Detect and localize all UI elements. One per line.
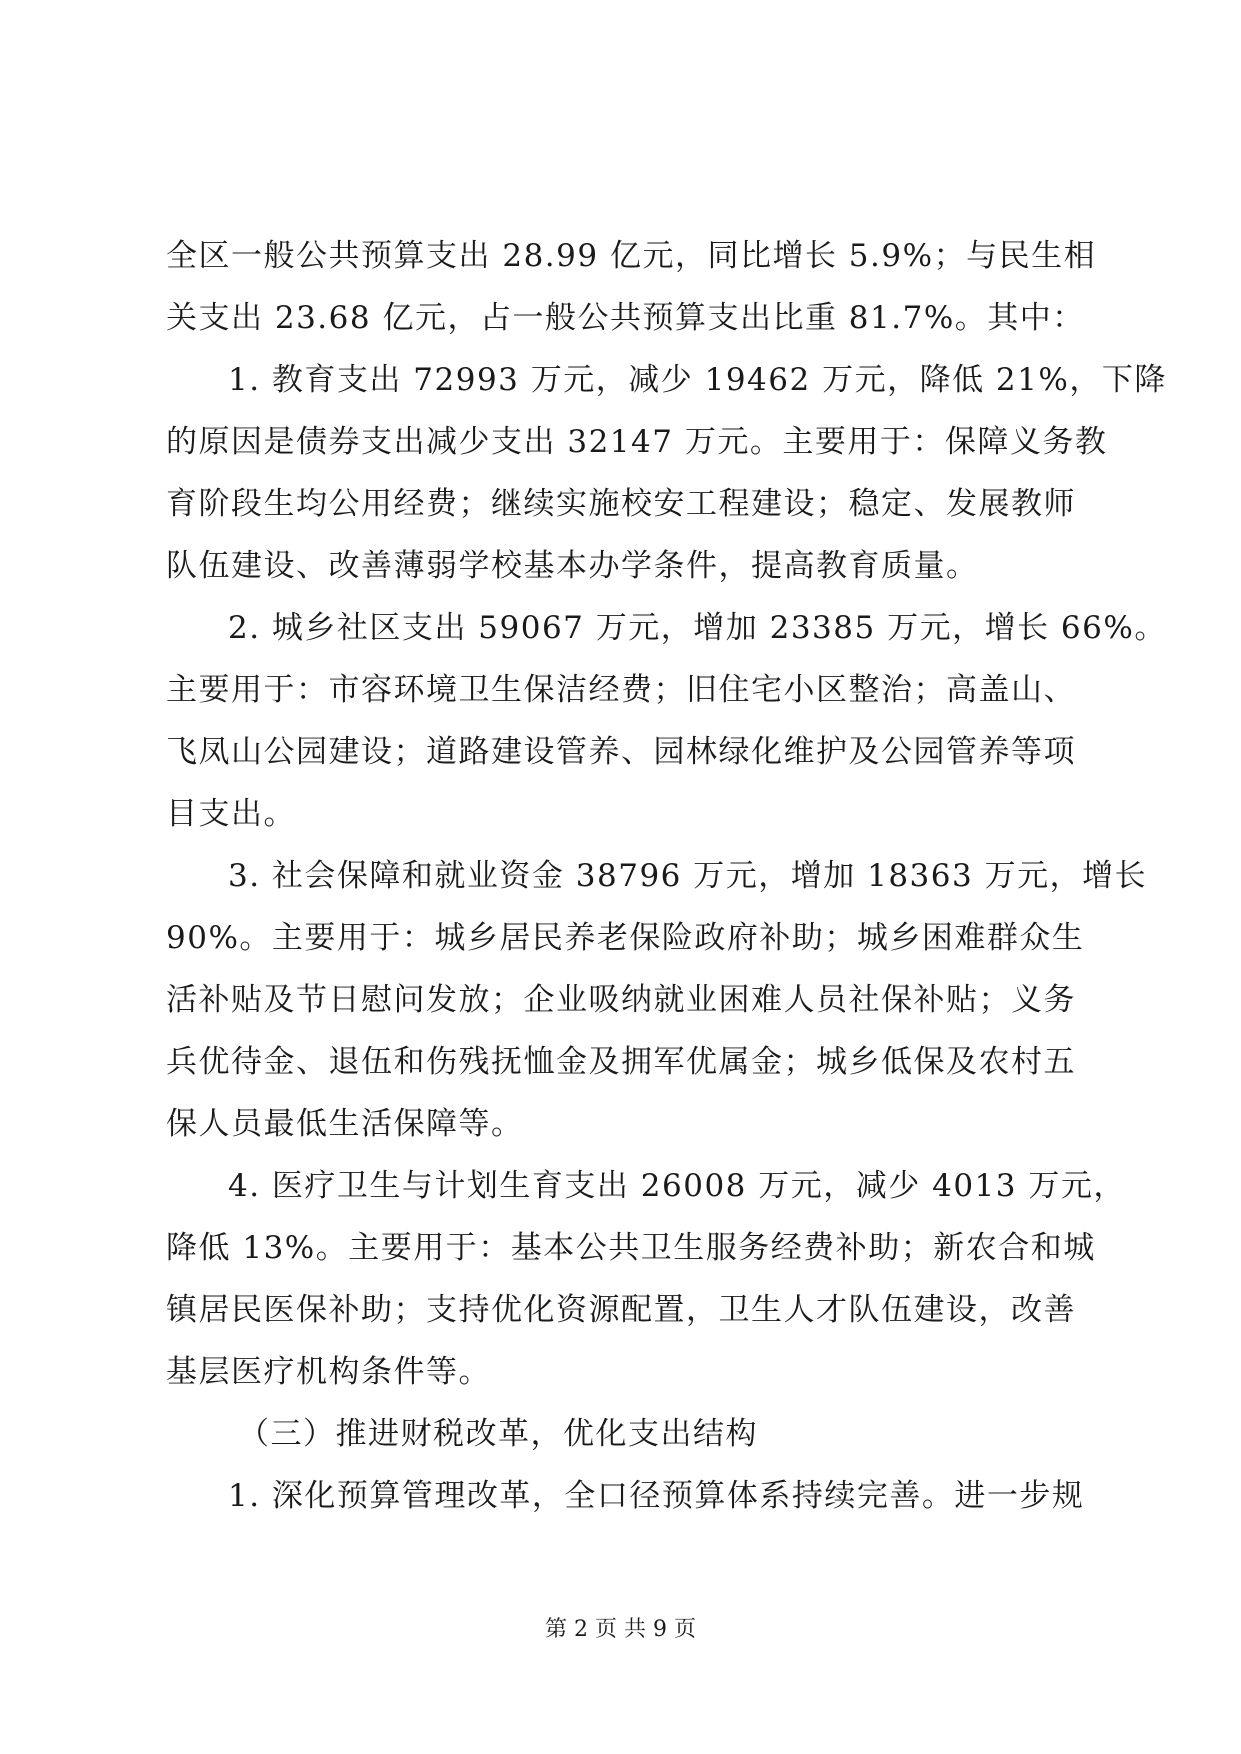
text-line: 目支出。: [166, 796, 296, 832]
list-item-heading: 4. 医疗卫生与计划生育支出 26008 万元，减少 4013 万元，: [228, 1168, 1126, 1204]
text-line: 基层医疗机构条件等。: [166, 1354, 491, 1390]
text-line: 降低 13%。主要用于：基本公共卫生服务经费补助；新农合和城: [166, 1230, 1096, 1266]
list-item-heading: 3. 社会保障和就业资金 38796 万元，增加 18363 万元，增长: [228, 858, 1148, 894]
section-heading: （三）推进财税改革，优化支出结构: [238, 1416, 758, 1452]
text-line: 的原因是债券支出减少支出 32147 万元。主要用于：保障义务教: [166, 424, 1108, 460]
text-line: 保人员最低生活保障等。: [166, 1106, 524, 1142]
text-line: 兵优待金、退伍和伤残抚恤金及拥军优属金；城乡低保及农村五: [166, 1044, 1076, 1080]
list-item-heading: 1. 教育支出 72993 万元，减少 19462 万元，降低 21%，下降: [228, 362, 1167, 398]
list-item-heading: 1. 深化预算管理改革，全口径预算体系持续完善。进一步规: [228, 1478, 1085, 1514]
text-line: 全区一般公共预算支出 28.99 亿元，同比增长 5.9%；与民生相: [166, 238, 1097, 274]
text-line: 关支出 23.68 亿元，占一般公共预算支出比重 81.7%。其中：: [166, 300, 1085, 336]
text-line: 飞凤山公园建设；道路建设管养、园林绿化维护及公园管养等项: [166, 734, 1076, 770]
document-body: [166, 225, 1167, 1527]
list-item-heading: 2. 城乡社区支出 59067 万元，增加 23385 万元，增长 66%。: [228, 610, 1167, 646]
text-line: 育阶段生均公用经费；继续实施校安工程建设；稳定、发展教师: [166, 486, 1076, 522]
text-line: 队伍建设、改善薄弱学校基本办学条件，提高教育质量。: [166, 548, 979, 584]
text-line: 活补贴及节日慰问发放；企业吸纳就业困难人员社保补贴；义务: [166, 982, 1076, 1018]
page-number-footer: 第 2 页 共 9 页: [545, 1617, 696, 1642]
text-line: 主要用于：市容环境卫生保洁经费；旧住宅小区整治；高盖山、: [166, 672, 1076, 708]
text-line: 90%。主要用于：城乡居民养老保险政府补助；城乡困难群众生: [166, 920, 1085, 956]
text-line: 镇居民医保补助；支持优化资源配置，卫生人才队伍建设，改善: [166, 1292, 1076, 1328]
